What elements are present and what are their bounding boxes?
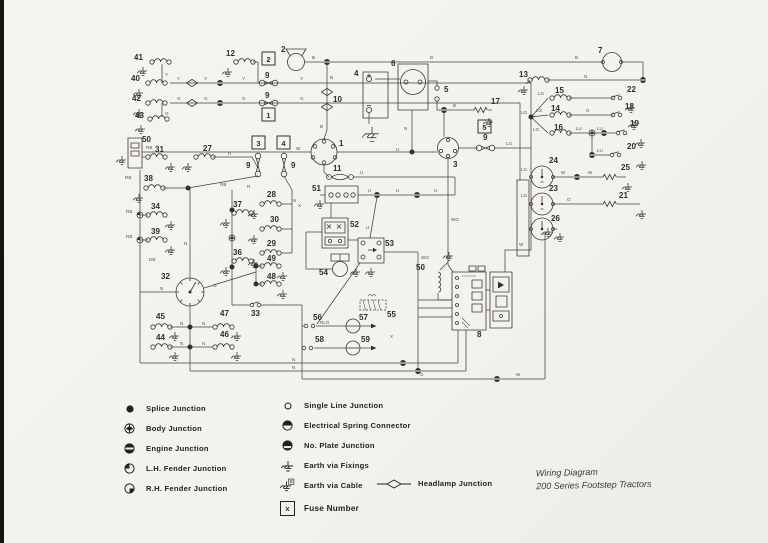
svg-text:5: 5 — [482, 122, 487, 132]
engine-junction-icon — [122, 441, 137, 456]
svg-text:RB: RB — [125, 175, 132, 180]
legend-label: Headlamp Junction — [418, 479, 493, 488]
svg-text:Y: Y — [204, 76, 208, 81]
svg-text:LG: LG — [536, 108, 543, 113]
svg-text:8: 8 — [477, 330, 482, 339]
svg-text:5: 5 — [444, 85, 449, 94]
legend-item-lh-fender-junction — [122, 462, 227, 475]
fuse-number-boxes — [252, 52, 491, 149]
svg-text:RB: RB — [126, 234, 133, 239]
earth-via-cable-icon — [280, 478, 295, 493]
svg-text:9: 9 — [291, 161, 296, 170]
svg-text:4: 4 — [354, 69, 359, 78]
splice-junction-icon — [122, 401, 137, 416]
svg-text:16: 16 — [554, 123, 563, 132]
svg-text:X: X — [390, 334, 394, 339]
svg-text:G: G — [300, 96, 304, 101]
legend-label: No. Plate Junction — [304, 441, 375, 450]
legend-label: Splice Junction — [146, 404, 206, 413]
svg-text:20: 20 — [627, 142, 636, 151]
svg-text:RB: RB — [220, 182, 227, 187]
svg-text:B: B — [320, 124, 324, 129]
svg-text:22: 22 — [627, 85, 636, 94]
svg-text:N: N — [160, 286, 164, 291]
svg-text:B: B — [330, 75, 334, 80]
svg-text:23: 23 — [549, 184, 558, 193]
title-line-1: Wiring Diagram — [535, 466, 598, 479]
wires — [140, 62, 643, 379]
svg-text:O: O — [213, 283, 217, 288]
svg-text:B: B — [575, 55, 579, 60]
legend-label: Engine Junction — [146, 444, 209, 453]
legend-label: Earth via Fixings — [304, 461, 370, 470]
body-junction-icon — [122, 421, 137, 436]
svg-text:47: 47 — [220, 309, 229, 318]
svg-text:53: 53 — [385, 239, 394, 248]
svg-text:G: G — [420, 372, 424, 377]
svg-text:30: 30 — [270, 215, 279, 224]
svg-text:Y: Y — [242, 76, 246, 81]
fuse-symbols — [128, 138, 441, 292]
legend-item-splice-junction — [122, 402, 227, 415]
legend-item-engine-junction — [122, 442, 227, 455]
svg-text:R: R — [247, 184, 251, 189]
svg-text:W: W — [296, 146, 301, 151]
svg-text:G: G — [165, 111, 169, 116]
svg-text:RLG: RLG — [320, 320, 330, 325]
svg-text:RB: RB — [126, 209, 133, 214]
connector-block-symbol — [452, 266, 512, 330]
svg-text:50: 50 — [142, 135, 151, 144]
legend-item-earth-via-fixings — [280, 459, 411, 472]
title-line-2: 200 Series Footstep Tractors — [536, 478, 652, 492]
svg-text:U: U — [396, 147, 400, 152]
svg-text:LG: LG — [506, 141, 513, 146]
svg-text:29: 29 — [267, 239, 276, 248]
svg-text:W: W — [516, 372, 521, 377]
component-number-labels — [131, 45, 639, 344]
svg-text:18: 18 — [625, 102, 634, 111]
svg-text:DB: DB — [149, 257, 156, 262]
svg-text:B: B — [453, 103, 457, 108]
svg-text:46: 46 — [220, 330, 229, 339]
svg-text:LU: LU — [576, 126, 582, 131]
svg-text:26: 26 — [551, 214, 560, 223]
svg-text:28: 28 — [267, 190, 276, 199]
svg-text:39: 39 — [151, 227, 160, 236]
svg-text:W: W — [519, 242, 524, 247]
legend-item-body-junction — [122, 422, 227, 435]
svg-text:14: 14 — [551, 104, 560, 113]
single-line-junction-icon — [280, 398, 295, 413]
svg-text:N: N — [292, 365, 296, 370]
relay-symbols — [322, 186, 386, 310]
legend-label: Single Line Junction — [304, 401, 384, 410]
svg-text:40: 40 — [131, 74, 140, 83]
svg-text:O: O — [567, 197, 571, 202]
legend-label: Fuse Number — [304, 504, 360, 513]
svg-text:LG: LG — [533, 127, 540, 132]
svg-text:LU: LU — [597, 126, 603, 131]
legend-item-fuse-number — [280, 502, 411, 515]
svg-text:15: 15 — [555, 86, 564, 95]
svg-text:3: 3 — [256, 138, 261, 148]
svg-text:44: 44 — [156, 333, 165, 342]
svg-text:42: 42 — [132, 94, 141, 103]
svg-text:11: 11 — [333, 164, 342, 173]
svg-text:54: 54 — [319, 268, 328, 277]
svg-text:G: G — [586, 108, 590, 113]
svg-text:Y: Y — [300, 76, 304, 81]
svg-text:17: 17 — [491, 97, 500, 106]
svg-text:57: 57 — [359, 313, 368, 322]
svg-text:G: G — [204, 96, 208, 101]
svg-text:7: 7 — [598, 46, 603, 55]
svg-text:WG: WG — [451, 217, 459, 222]
svg-text:12: 12 — [226, 49, 235, 58]
resistor-symbols — [474, 107, 616, 206]
svg-text:W: W — [588, 170, 593, 175]
rh-fender-junction-icon — [122, 481, 137, 496]
legend-left-column — [122, 402, 227, 495]
earth-via-fixings-icon — [280, 458, 295, 473]
svg-text:9: 9 — [246, 161, 251, 170]
svg-text:U: U — [360, 170, 364, 175]
svg-text:6: 6 — [391, 59, 396, 68]
no-plate-junction-icon — [280, 438, 295, 453]
svg-text:Y: Y — [165, 72, 169, 77]
svg-text:45: 45 — [156, 312, 165, 321]
svg-text:38: 38 — [144, 174, 153, 183]
svg-text:51: 51 — [312, 184, 321, 193]
svg-text:59: 59 — [361, 335, 370, 344]
svg-text:2: 2 — [281, 45, 286, 54]
svg-text:W: W — [561, 170, 566, 175]
electrical-spring-connector-icon — [280, 418, 295, 433]
svg-text:48: 48 — [267, 272, 276, 281]
legend-item-electrical-spring-connector — [280, 419, 411, 432]
lh-fender-junction-icon — [122, 461, 137, 476]
svg-text:LG: LG — [521, 193, 528, 198]
title-block — [536, 465, 652, 494]
svg-text:N: N — [292, 357, 296, 362]
legend-label: Body Junction — [146, 424, 202, 433]
svg-text:37: 37 — [233, 200, 242, 209]
svg-text:N: N — [202, 321, 206, 326]
svg-text:34: 34 — [151, 202, 160, 211]
svg-text:27: 27 — [203, 144, 212, 153]
svg-text:43: 43 — [135, 111, 144, 120]
svg-text:9: 9 — [265, 91, 270, 100]
svg-text:G: G — [242, 96, 246, 101]
svg-text:B: B — [430, 55, 434, 60]
legend-item-rh-fender-junction — [122, 482, 227, 495]
svg-text:N: N — [404, 126, 408, 131]
fuse-number-symbol-text: x — [285, 504, 290, 513]
svg-text:50: 50 — [416, 263, 425, 272]
svg-text:52: 52 — [350, 220, 359, 229]
svg-text:N: N — [293, 198, 297, 203]
legend-item-no-plate-junction — [280, 439, 411, 452]
svg-text:N: N — [180, 321, 184, 326]
earth-cable-badge: B — [289, 479, 293, 485]
svg-text:U: U — [434, 188, 438, 193]
svg-text:R: R — [228, 151, 232, 156]
svg-text:LU: LU — [597, 148, 603, 153]
svg-text:9: 9 — [483, 133, 488, 142]
svg-text:9: 9 — [265, 71, 270, 80]
svg-text:25: 25 — [621, 163, 630, 172]
svg-text:56: 56 — [313, 313, 322, 322]
svg-text:3: 3 — [453, 160, 458, 169]
horn-symbols — [286, 49, 623, 72]
svg-text:RB: RB — [146, 145, 153, 150]
svg-text:4: 4 — [281, 138, 286, 148]
svg-text:1: 1 — [339, 139, 344, 148]
svg-text:32: 32 — [161, 272, 170, 281]
svg-text:2: 2 — [266, 54, 271, 64]
svg-text:19: 19 — [630, 119, 639, 128]
svg-text:31: 31 — [155, 145, 164, 154]
svg-text:41: 41 — [134, 53, 143, 62]
svg-text:LG: LG — [538, 91, 545, 96]
svg-text:Y: Y — [177, 76, 181, 81]
svg-text:WG: WG — [421, 255, 429, 260]
svg-text:U: U — [368, 188, 372, 193]
svg-text:X: X — [298, 203, 302, 208]
svg-text:1: 1 — [266, 110, 271, 120]
gauge-symbols — [176, 166, 555, 306]
svg-text:36: 36 — [233, 248, 242, 257]
svg-text:55: 55 — [387, 310, 396, 319]
lighting-switch-symbol — [435, 86, 459, 159]
svg-text:21: 21 — [619, 191, 628, 200]
svg-text:N: N — [184, 241, 188, 246]
legend-label: Electrical Spring Connector — [304, 421, 411, 430]
svg-text:10: 10 — [333, 95, 342, 104]
earth-symbols — [116, 67, 646, 361]
fuse-number-icon — [280, 501, 295, 516]
svg-text:U: U — [396, 188, 400, 193]
svg-text:N: N — [180, 341, 184, 346]
svg-text:N: N — [202, 341, 206, 346]
ignition-switch-symbol — [311, 139, 337, 165]
svg-text:B: B — [312, 55, 316, 60]
svg-text:LG: LG — [521, 167, 528, 172]
legend-label: R.H. Fender Junction — [146, 484, 228, 493]
legend-item-headlamp-junction — [377, 476, 492, 491]
headlamp-junction-icon — [377, 476, 411, 491]
svg-text:N: N — [584, 74, 588, 79]
legend-label: Earth via Cable — [304, 481, 363, 490]
legend-label: L.H. Fender Junction — [146, 464, 227, 473]
svg-text:33: 33 — [251, 309, 260, 318]
svg-text:U: U — [366, 225, 370, 230]
svg-text:G: G — [177, 96, 181, 101]
svg-text:24: 24 — [549, 156, 558, 165]
svg-text:58: 58 — [315, 335, 324, 344]
svg-text:13: 13 — [519, 70, 528, 79]
svg-text:49: 49 — [267, 254, 276, 263]
legend-item-single-line-junction — [280, 399, 411, 412]
svg-text:LG: LG — [521, 110, 528, 115]
legend-right-column — [280, 399, 411, 515]
